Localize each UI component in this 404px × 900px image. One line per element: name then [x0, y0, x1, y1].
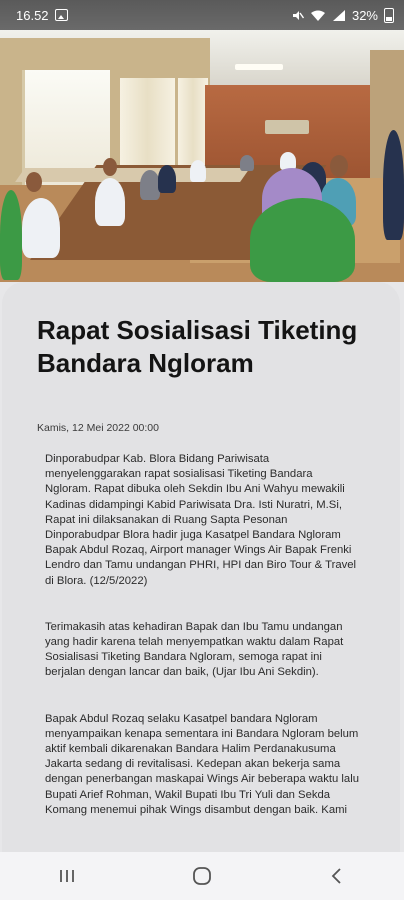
photo-person: [158, 165, 176, 193]
status-time: 16.52: [16, 7, 49, 23]
recents-button[interactable]: [37, 856, 97, 896]
back-button[interactable]: [307, 856, 367, 896]
battery-percent: 32%: [351, 7, 378, 23]
article-card: [2, 282, 400, 862]
home-icon: [192, 866, 212, 886]
article-body: [45, 452, 361, 849]
meeting-photo: [0, 0, 404, 282]
image-icon: [55, 9, 68, 21]
photo-person: [22, 198, 60, 258]
navigation-bar: [0, 852, 404, 900]
photo-person: [190, 160, 206, 182]
article-paragraph: Bapak Abdul Rozaq selaku Kasatpel bandara Ngloram menyampaikan kenapa sementara ini Bandara Ngloram belum aktif kembali dikarenakan Bandara Halim Perdanakusuma Jakarta sedang di revitalisasi. Kedepan akan bekerja sama dengan penerbangan maskapai Wings Air beberapa waktu lalu Bupati Arief Rohman, Wakil Bupati Ibu Tri Yuli dan Sekda Komang menemui pihak Wings disambut dengan baik. Kami: [45, 712, 360, 816]
photo-person: [250, 198, 355, 282]
status-bar: [0, 0, 404, 30]
recents-icon: [58, 868, 76, 884]
photo-head: [103, 158, 117, 176]
photo-person: [95, 178, 125, 226]
wifi-icon: [310, 9, 326, 22]
article-paragraph: Terimakasih atas kehadiran Bapak dan Ibu Tamu undangan yang hadir karena telah menyempatkan waktu dalam Rapat Sosialisasi Tiketing Bandara Ngloram, semoga rapat ini berjalan dengan lancar dan baik, (Ujar Ibu Ani Sekdin).: [45, 620, 344, 679]
photo-head: [330, 155, 348, 177]
photo-light: [235, 64, 283, 70]
photo-person: [240, 155, 254, 171]
photo-person: [140, 170, 160, 200]
photo-head: [26, 172, 42, 192]
mute-icon: [291, 9, 304, 22]
home-button[interactable]: [172, 856, 232, 896]
signal-icon: [332, 9, 346, 22]
battery-icon: [384, 8, 394, 23]
photo-plaque: [265, 120, 309, 134]
photo-person: [0, 190, 22, 280]
article-title: Rapat Sosialisasi Tiketing Bandara Ngloram: [37, 315, 358, 378]
article-date: Kamis, 12 Mei 2022 00:00: [37, 422, 159, 434]
back-icon: [330, 867, 344, 885]
photo-person: [383, 130, 404, 240]
article-paragraph: Dinporabudpar Kab. Blora Bidang Pariwisata menyelenggarakan rapat sosialisasi Tiketing Bandara Ngloram. Rapat dibuka oleh Sekdin Ibu Ani Wahyu mewakili Kadinas didampingi Kabid Pariwisata Dra. Isti Nuratri, M.Si, Rapat ini dilaksanakan di Ruang Sapta Pesonan Dinporabudpar Blora hadir juga Kasatpel Bandara Ngloram Bapak Abdul Rozaq, Airport manager Wings Air Bapak Frenki Lendro dan Tamu undangan PHRI, HPI dan Biro Tour & Travel di Blora. (12/5/2022): [45, 453, 357, 587]
photo-table-top: [15, 168, 250, 182]
